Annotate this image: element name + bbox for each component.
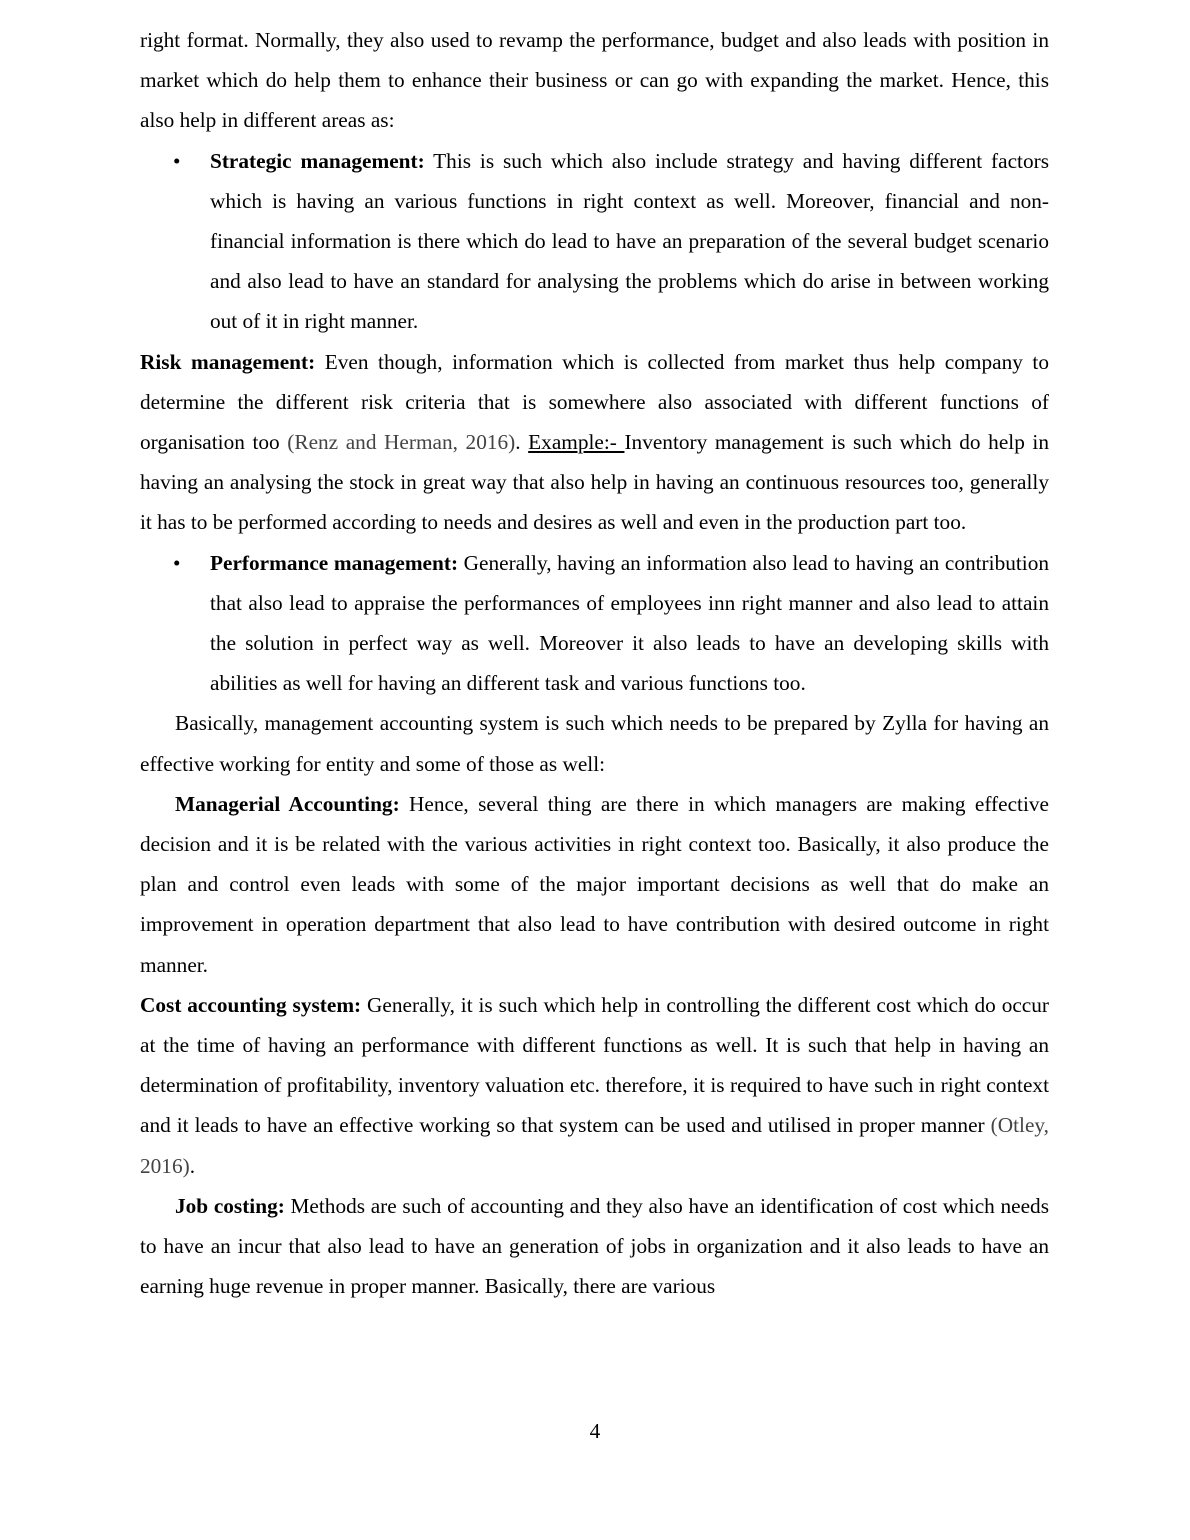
strategic-management-text: This is such which also include strategy and having different factors which is having an various functions in right context as well. Moreover, financial and non-financial information is there which do lead to have an preparation of the several budget scenario and also lead to have an standard for analysing the problems which do arise in between working out of it in right manner. (210, 148, 1049, 334)
risk-management-term: Risk management: (140, 349, 316, 374)
job-costing-paragraph (140, 1186, 1049, 1307)
basically-paragraph: Basically, management accounting system is such which needs to be prepared by Zylla for having an effective working for entity and some of those as well: (140, 711, 1049, 776)
managerial-accounting-term: Managerial Accounting: (175, 791, 400, 816)
cost-accounting-text: Generally, it is such which help in controlling the different cost which do occur at the time of having an performance with different functions as well. It is such that help in having an determination of profitability, inventory valuation etc. therefore, it is required to have such in right context and it leads to have an effective working so that system can be used and utilised in proper manner (140, 992, 1049, 1138)
citation-punctuation: . (515, 430, 529, 455)
strategic-management-bullet (173, 141, 1049, 342)
citation-otley: (Otley, 2016) (140, 1113, 1049, 1178)
example-label: Example:- (528, 430, 625, 455)
cost-accounting-paragraph (140, 985, 1049, 1186)
performance-management-term: Performance management: (210, 550, 459, 575)
risk-management-paragraph (140, 342, 1049, 543)
performance-management-text: Generally, having an information also lead to having an contribution that also lead to appraise the performances of employees inn right manner and also lead to attain the solution in perfect way as well. Moreover it also leads to have an developing skills with abilities as well for having an different task and various functions too. (210, 550, 1049, 696)
bullet-icon: • (173, 550, 181, 575)
example-text: Inventory management is such which do help in having an analysing the stock in great way that also help in having an continuous resources too, generally it has to be performed according to needs and desires as well and even in the production part too. (140, 430, 1049, 535)
risk-management-text: Even though, information which is collected from market thus help company to determine the different risk criteria that is somewhere also associated with different functions of organisation too (140, 349, 1049, 455)
job-costing-text: Methods are such of accounting and they also have an identification of cost which needs to have an incur that also lead to have an generation of jobs in organization and it also leads to have an earning huge revenue in proper manner. Basically, there are various (140, 1193, 1049, 1299)
intro-paragraph: right format. Normally, they also used to revamp the performance, budget and also leads with position in market which do help them to enhance their business or can go with expanding the market. Hence, this also help in different areas as: (140, 28, 1049, 133)
citation-punctuation: . (189, 1153, 196, 1178)
bullet-icon: • (173, 148, 181, 173)
document-page (140, 20, 1049, 1307)
cost-accounting-term: Cost accounting system: (140, 992, 362, 1017)
page-number: 4 (589, 1419, 601, 1443)
strategic-management-term: Strategic management: (210, 148, 425, 173)
citation-renz-herman: (Renz and Herman, 2016) (287, 430, 516, 455)
managerial-accounting-text: Hence, several thing are there in which managers are making effective decision and it is be related with the various activities in right context too. Basically, it also produce the plan and control even leads with some of the major important decisions as well that do make an improvement in operation department that also lead to have contribution with desired outcome in right manner. (140, 791, 1049, 977)
job-costing-term: Job costing: (175, 1193, 285, 1218)
managerial-accounting-paragraph (140, 784, 1049, 985)
performance-management-bullet (173, 543, 1049, 704)
